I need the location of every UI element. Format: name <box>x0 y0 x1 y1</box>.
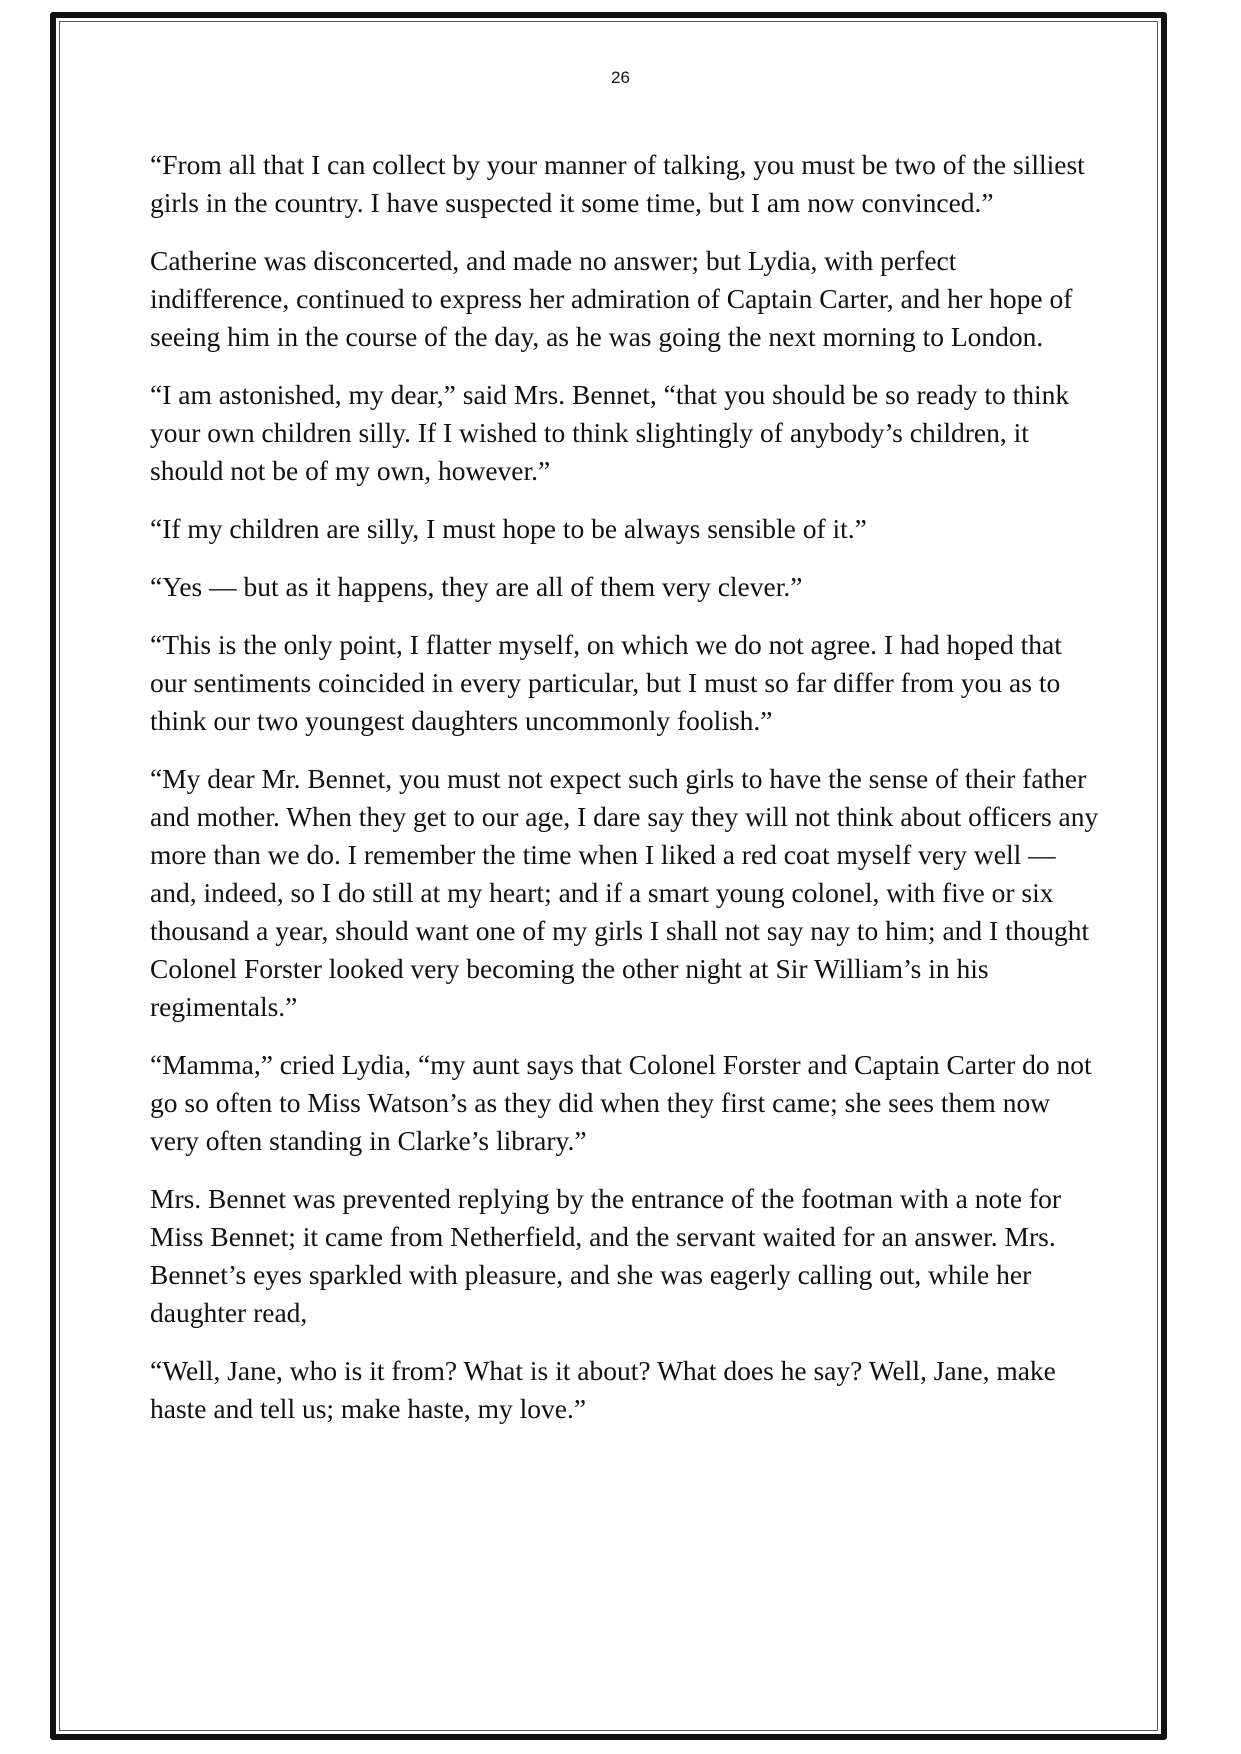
paragraph: “I am astonished, my dear,” said Mrs. Bennet, “that you should be so ready to think your own children silly. If I wished to think slightingly of anybody’s children, it should not be of my own, however.” <box>150 379 1070 486</box>
paragraph: “My dear Mr. Bennet, you must not expect such girls to have the sense of their father and mother. When they get to our age, I dare say they will not think about officers any more than we do. I remember the time when I liked a red coat myself very well — and, indeed, so I do still at my heart; and if a smart young colonel, with five or six thousand a year, should want one of my girls I shall not say nay to him; and I thought Colonel Forster looked very becoming the other night at Sir William’s in his regimentals.” <box>150 763 1099 1022</box>
paragraph: “If my children are silly, I must hope to be always sensible of it.” <box>150 513 867 544</box>
paragraph: “This is the only point, I flatter myself, on which we do not agree. I had hoped that our sentiments coincided in every particular, but I must so far differ from you as to think our two youngest daughters uncommonly foolish.” <box>150 629 1062 736</box>
paragraph: “From all that I can collect by your manner of talking, you must be two of the silliest girls in the country. I have suspected it some time, but I am now convinced.” <box>150 149 1085 218</box>
page-number: 26 <box>611 68 630 87</box>
body-text <box>150 146 1100 1448</box>
paragraph: Catherine was disconcerted, and made no answer; but Lydia, with perfect indifference, continued to express her admiration of Captain Carter, and her hope of seeing him in the course of the day, as he was going the next morning to London. <box>150 245 1073 352</box>
paragraph: “Yes — but as it happens, they are all of them very clever.” <box>150 571 803 602</box>
paragraph: Mrs. Bennet was prevented replying by the entrance of the footman with a note for Miss Bennet; it came from Netherfield, and the servant waited for an answer. Mrs. Bennet’s eyes sparkled with pleasure, and she was eagerly calling out, while her daughter read, <box>150 1183 1062 1328</box>
paragraph: “Well, Jane, who is it from? What is it about? What does he say? Well, Jane, make haste and tell us; make haste, my love.” <box>150 1355 1056 1424</box>
paragraph: “Mamma,” cried Lydia, “my aunt says that Colonel Forster and Captain Carter do not go so often to Miss Watson’s as they did when they first came; she sees them now very often standing in Clarke’s library.” <box>150 1049 1092 1156</box>
